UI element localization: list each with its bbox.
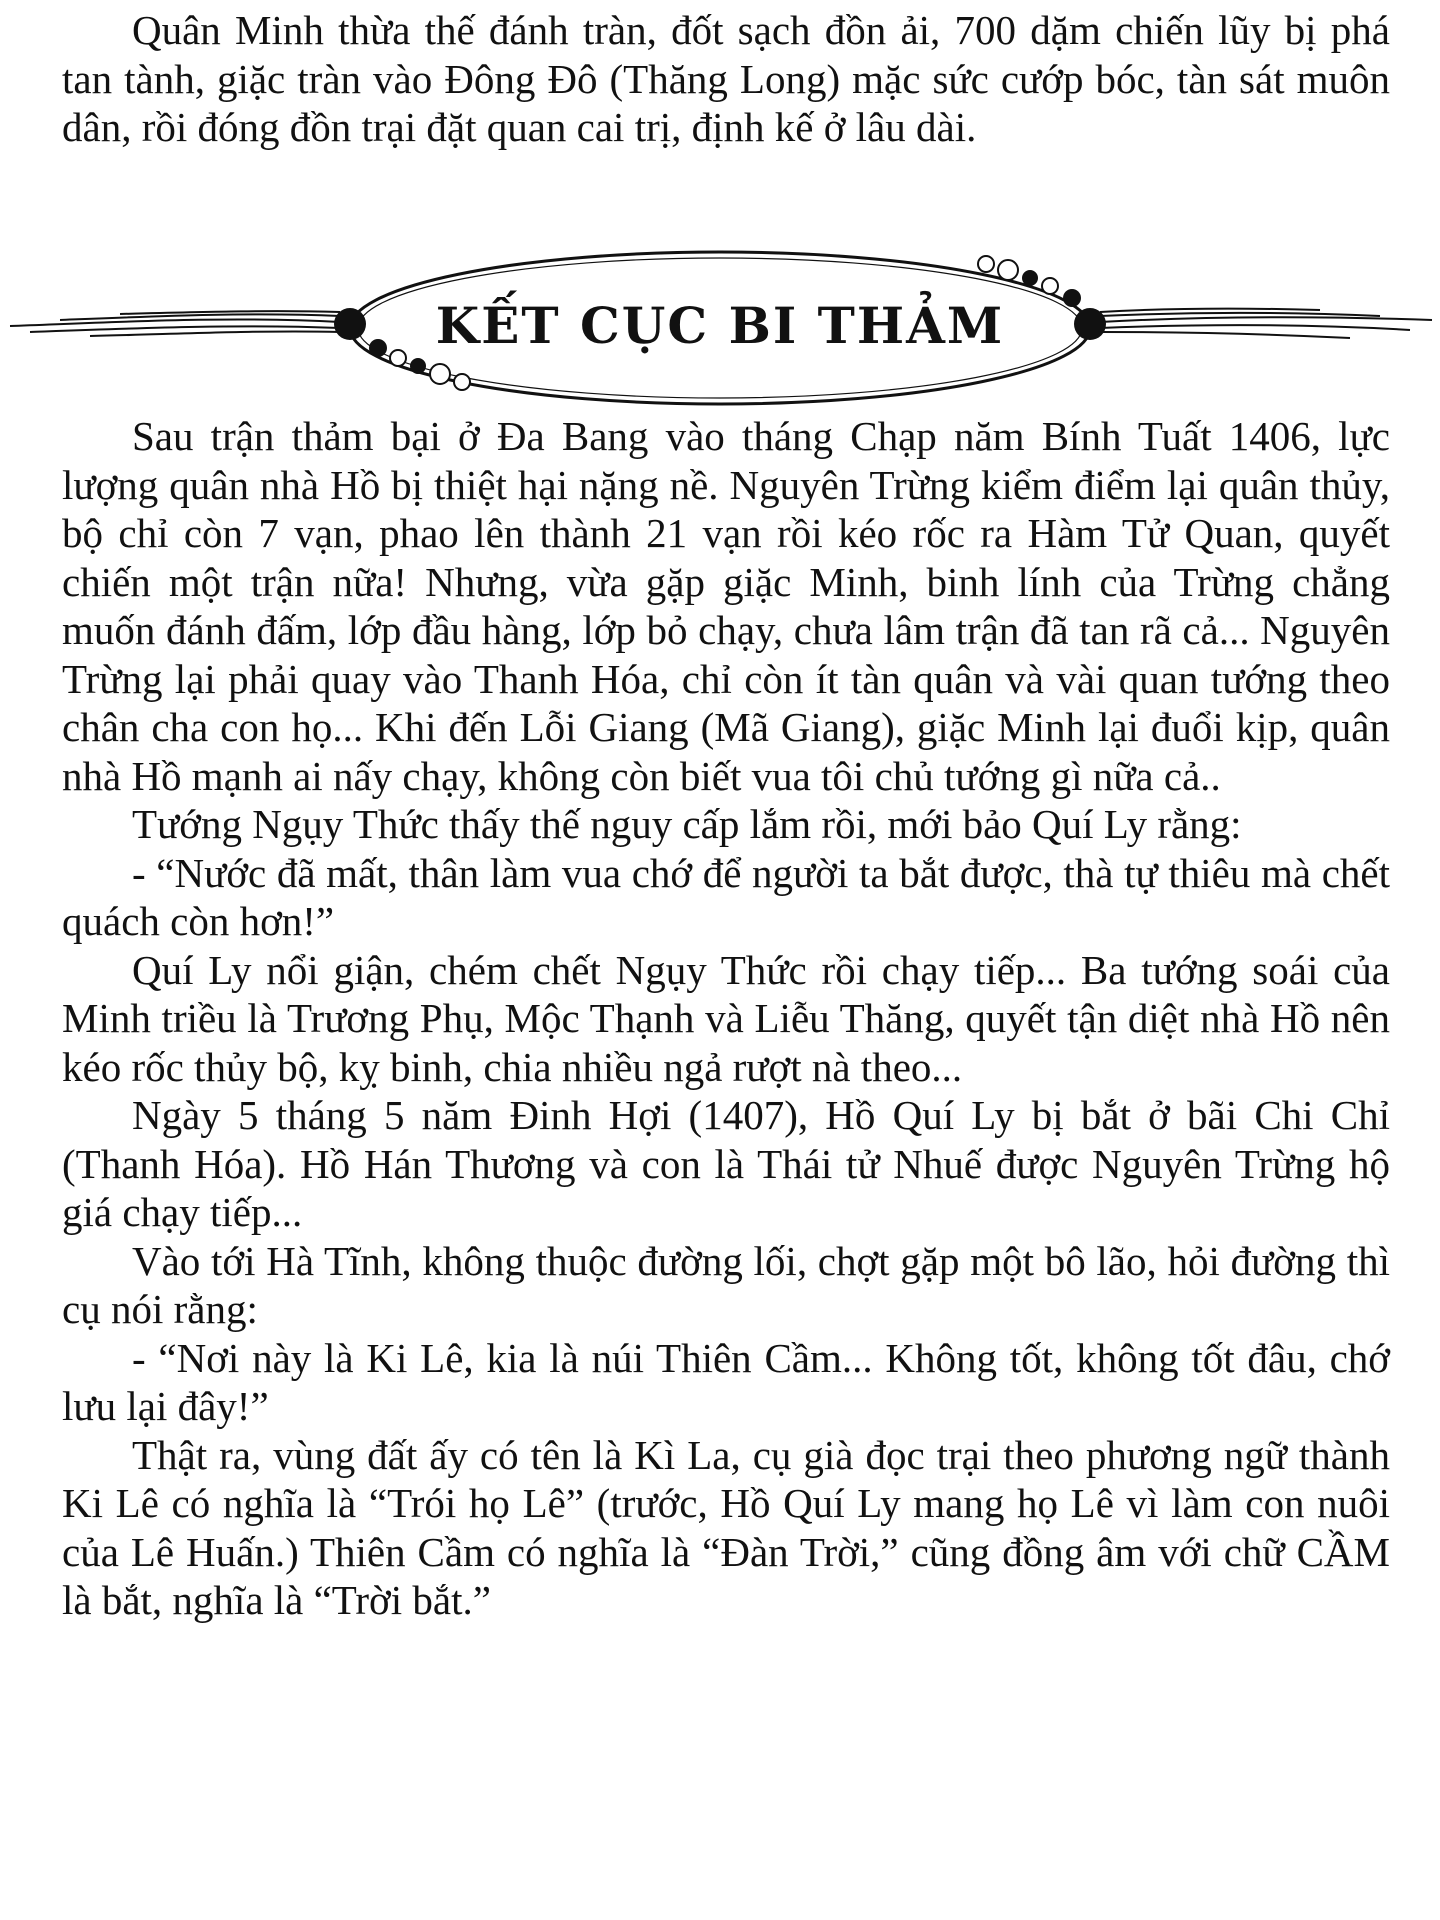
paragraph: Quí Ly nổi giận, chém chết Ngụy Thức rồi chạy tiếp... Ba tướng soái của Minh triều là Trương Phụ, Mộc Thạnh và Liễu Thăng, quyết tận diệt nhà Hồ nên kéo rốc thủy bộ, kỵ binh, chia nhiều ngả rượt nà theo... bbox=[62, 946, 1390, 1090]
intro-paragraph: Quân Minh thừa thế đánh tràn, đốt sạch đồn ải, 700 dặm chiến lũy bị phá tan tành, giặc tràn vào Đông Đô (Thăng Long) mặc sức cướp bóc, tàn sát muôn dân, rồi đóng đồn trại đặt quan cai trị, định kế ở lâu dài. bbox=[62, 7, 1390, 150]
paragraph: Ngày 5 tháng 5 năm Đinh Hợi (1407), Hồ Quí Ly bị bắt ở bãi Chi Chỉ (Thanh Hóa). Hồ Hán Thương và con là Thái tử Nhuế được Nguyên Trừng hộ giá chạy tiếp... bbox=[62, 1092, 1390, 1235]
paragraph: Vào tới Hà Tĩnh, không thuộc đường lối, chợt gặp một bô lão, hỏi đường thì cụ nói rằng: bbox=[62, 1237, 1390, 1332]
paragraph: Sau trận thảm bại ở Đa Bang vào tháng Chạp năm Bính Tuất 1406, lực lượng quân nhà Hồ bị thiệt hại nặng nề. Nguyên Trừng kiểm điểm lại quân thủy, bộ chỉ còn 7 vạn, phao lên thành 21 vạn rồi kéo rốc ra Hàm Tử Quan, quyết chiến một trận nữa! Nhưng, vừa gặp giặc Minh, binh lính của Trừng chẳng muốn đánh đấm, lớp đầu hàng, lớp bỏ chạy, chưa lâm trận đã tan rã cả... Nguyên Trừng lại phải quay vào Thanh Hóa, chỉ còn ít tàn quân và vài quan tướng theo chân cha con họ... Khi đến Lỗi Giang (Mã Giang), giặc Minh lại đuổi kịp, quân nhà Hồ mạnh ai nấy chạy, không còn biết vua tôi chủ tướng gì nữa cả.. bbox=[62, 413, 1390, 799]
paragraph: Tướng Ngụy Thức thấy thế nguy cấp lắm rồi, mới bảo Quí Ly rằng: bbox=[132, 801, 1242, 847]
right-flourish bbox=[1100, 309, 1432, 338]
section-heading-banner bbox=[0, 236, 1440, 406]
section-title: KẾT CỤC BI THẢM bbox=[435, 296, 1005, 355]
paragraph: - “Nước đã mất, thân làm vua chớ để người ta bắt được, thà tự thiêu mà chết quách còn hơn!” bbox=[62, 849, 1390, 944]
paragraph: Thật ra, vùng đất ấy có tên là Kì La, cụ già đọc trại theo phương ngữ thành Ki Lê có nghĩa là “Trói họ Lê” (trước, Hồ Quí Ly mang họ Lê vì làm con nuôi của Lê Huấn.) Thiên Cầm có nghĩa là “Đàn Trời,” cũng đồng âm với chữ CẦM là bắt, nghĩa là “Trời bắt.” bbox=[62, 1431, 1390, 1623]
body-text bbox=[62, 412, 1390, 1625]
paragraph: - “Nơi này là Ki Lê, kia là núi Thiên Cầm... Không tốt, không tốt đâu, chớ lưu lại đây!” bbox=[62, 1334, 1390, 1429]
left-flourish bbox=[10, 311, 340, 336]
